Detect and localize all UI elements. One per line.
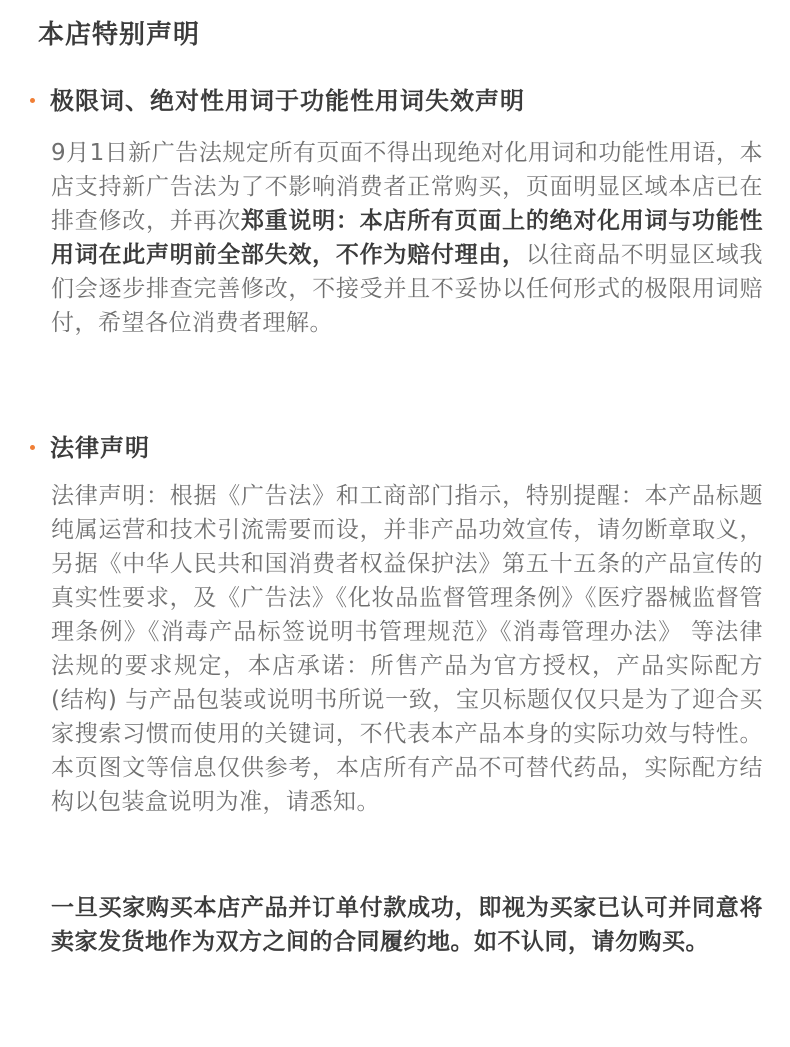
page-title: 本店特别声明 bbox=[38, 20, 201, 50]
bullet-dot-icon bbox=[30, 98, 35, 103]
section-2-paragraph: 法律声明：根据《广告法》和工商部门指示，特别提醒：本产品标题纯属运营和技术引流需要而设，并非产品功效宣传，请勿断章取义，另据《中华人民共和国消费者权益保护法》第五十五条的产品宣传的真实性要求，及《广告法》《化妆品监督管理条例》《医疗器械监督管理条例》《消毒产品标签说明书管理规范》《消毒管理办法》 等法律法规的要求规定，本店承诺：所售产品为官方授权，产品实际配方(结构) 与产品包装或说明书所说一致，宝贝标题仅仅只是为了迎合买家搜索习惯而使用的关键词，不代表本产品本身的实际功效与特性。本页图文等信息仅供参考，本店所有产品不可替代药品，实际配方结构以包装盒说明为准，请悉知。 bbox=[51, 483, 763, 815]
section-2-heading bbox=[30, 430, 150, 466]
section-2-title: 法律声明 bbox=[50, 434, 150, 462]
section-1-text-before: 9月1日新广告法规定所有页面不得出现绝对化用词和功能性用语，本店支持新广告法为了不影响消费者正常购买，页面明显区域本店已在排查修改，并再次 bbox=[51, 140, 763, 234]
section-1-paragraph bbox=[51, 136, 763, 340]
section-1-text-bold: 郑重说明：本店所有页面上的绝对化用词与功能性用词在此声明前全部失效，不作为赔付理由， bbox=[51, 208, 764, 268]
section-1-text-after: 以往商品不明显区域我们会逐步排查完善修改，不接受并且不妥协以任何形式的极限用词赔付，希望各位消费者理解。 bbox=[51, 242, 764, 336]
section-2-bold-paragraph: 一旦买家购买本店产品并订单付款成功，即视为买家已认可并同意将卖家发货地作为双方之间的合同履约地。如不认同，请勿购买。 bbox=[51, 895, 763, 955]
section-1-title: 极限词、绝对性用词于功能性用词失效声明 bbox=[50, 87, 525, 115]
bullet-dot-icon bbox=[30, 445, 35, 450]
section-1-heading bbox=[30, 83, 525, 119]
